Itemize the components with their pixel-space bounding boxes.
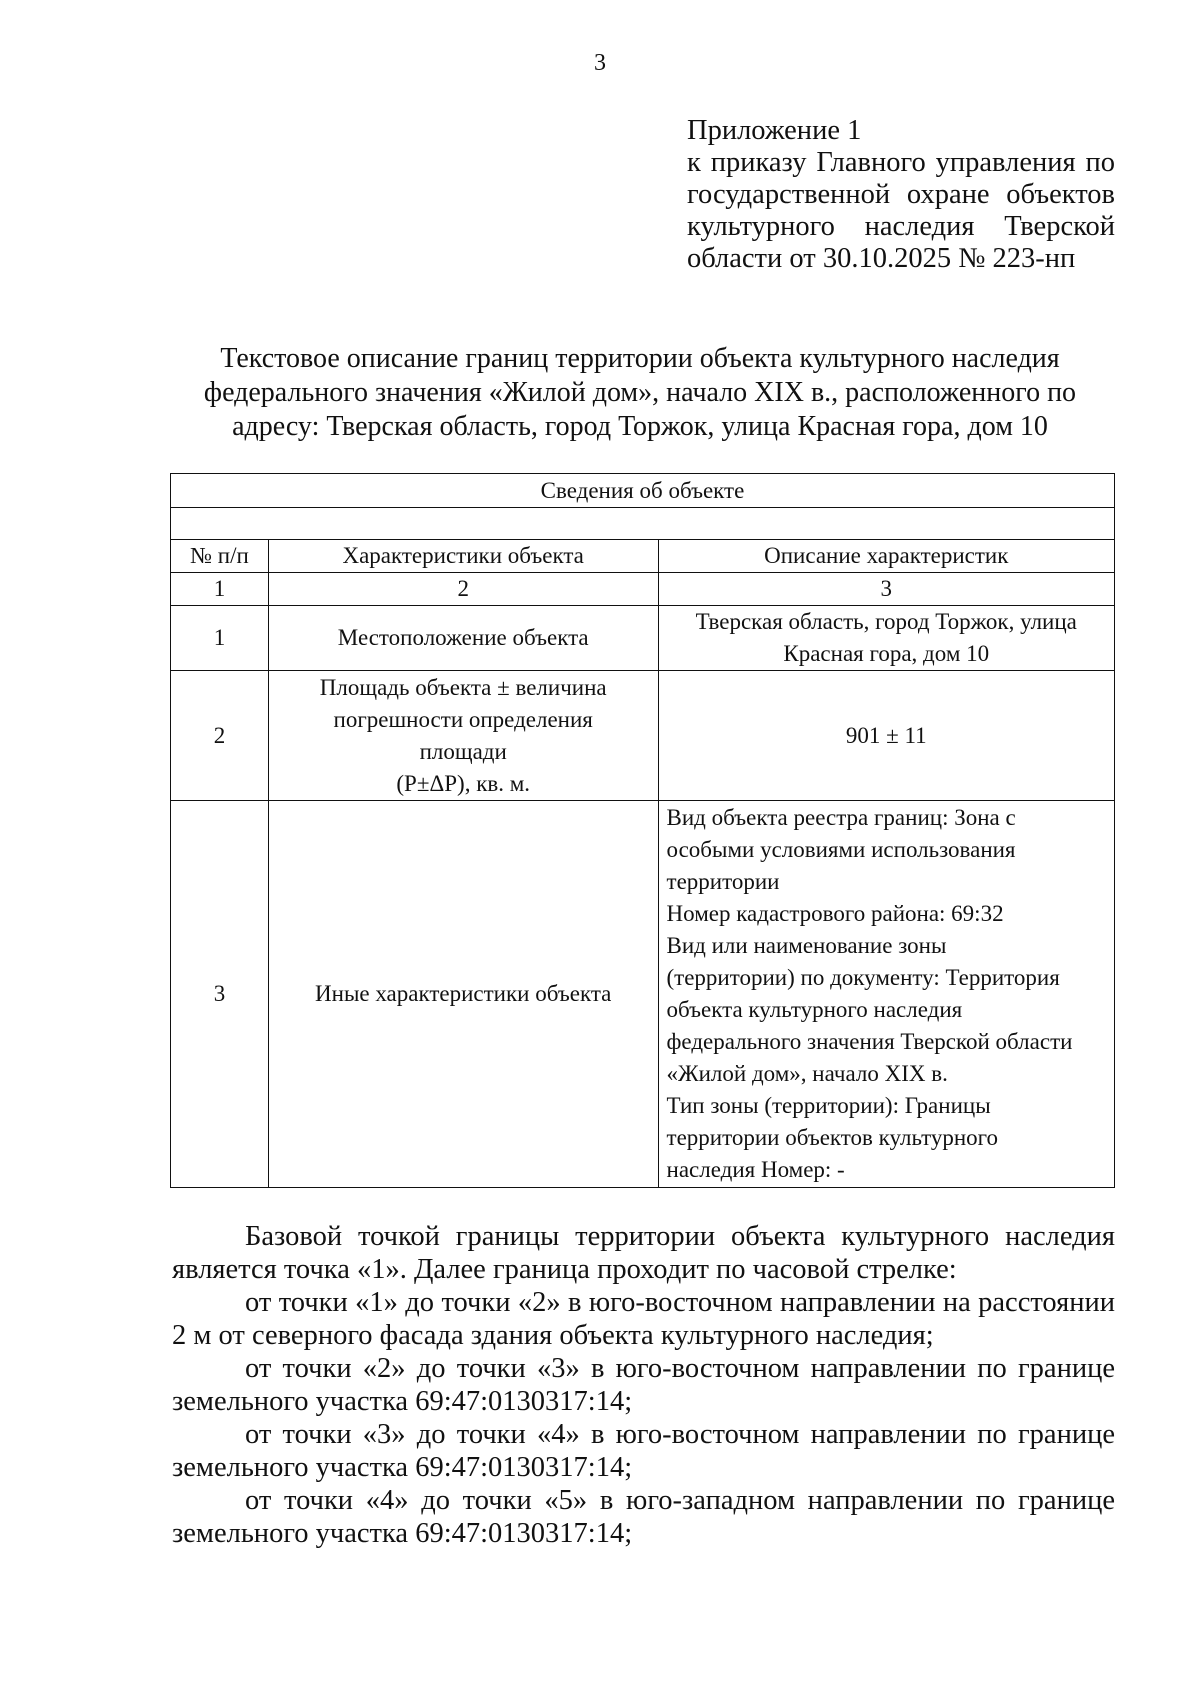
row-number: 2: [171, 671, 269, 801]
description-line: территории: [666, 869, 780, 894]
description-line: (территории) по документу: Территория: [666, 965, 1060, 990]
row-description: 901 ± 11: [658, 671, 1114, 801]
row-number: 3: [171, 801, 269, 1188]
row-characteristic: Местоположение объекта: [268, 606, 658, 671]
description-line: Вид объекта реестра границ: Зона с: [666, 805, 1016, 830]
numbering-cell: 3: [658, 573, 1114, 606]
characteristic-line: погрешности определения: [333, 706, 593, 732]
table-header-row: [171, 540, 1115, 573]
document-title-line: федерального значения «Жилой дом», начало XIX в., расположенного по: [203, 377, 1077, 408]
page-number: 3: [594, 50, 606, 76]
annex-title: Приложение 1: [687, 115, 862, 146]
table-empty-row: [171, 508, 1115, 540]
table-row: [171, 606, 1115, 671]
numbering-cell: 2: [268, 573, 658, 606]
row-number: 1: [171, 606, 269, 671]
characteristic-line: площади: [419, 738, 507, 764]
annex-header: [687, 115, 1115, 275]
characteristic-line: Площадь объекта ± величина: [319, 674, 607, 700]
header-cell-number: № п/п: [171, 540, 269, 573]
annex-line: области от 30.10.2025 № 223-нп: [687, 243, 1076, 274]
table-caption: Сведения об объекте: [171, 474, 1115, 508]
document-title-line: Текстовое описание границ территории объекта культурного наследия: [220, 343, 1060, 374]
row-characteristic: [268, 671, 658, 801]
header-cell-characteristic: Характеристики объекта: [268, 540, 658, 573]
body-paragraph: от точки «1» до точки «2» в юго-восточном направлении на расстоянии 2 м от северного фасада здания объекта культурного наследия;: [172, 1287, 1115, 1351]
table-row: [171, 671, 1115, 801]
description-line: Номер кадастрового района: 69:32: [666, 901, 1004, 926]
row-characteristic: Иные характеристики объекта: [268, 801, 658, 1188]
description-line: федерального значения Тверской области: [666, 1029, 1073, 1054]
description-line: наследия Номер: -: [666, 1157, 845, 1182]
table-row: [171, 801, 1115, 1188]
numbering-cell: 1: [171, 573, 269, 606]
row-description: [658, 801, 1114, 1188]
description-line: Вид или наименование зоны: [666, 933, 947, 958]
description-line: особыми условиями использования: [666, 837, 1016, 862]
annex-line: к приказу Главного управления по: [687, 147, 1115, 178]
header-cell-description: Описание характеристик: [658, 540, 1114, 573]
description-line: территории объектов культурного: [666, 1125, 999, 1150]
body-paragraph: от точки «4» до точки «5» в юго-западном направлении по границе земельного участка 69:47:0130317:14;: [172, 1485, 1115, 1549]
characteristic-line: (P±ΔP), кв. м.: [396, 770, 531, 796]
table-numbering-row: [171, 573, 1115, 606]
description-line: Тип зоны (территории): Границы: [666, 1093, 991, 1118]
body-paragraph: от точки «3» до точки «4» в юго-восточном направлении по границе земельного участка 69:47:0130317:14;: [172, 1419, 1115, 1483]
body-paragraph: от точки «2» до точки «3» в юго-восточном направлении по границе земельного участка 69:47:0130317:14;: [172, 1353, 1115, 1417]
description-line: объекта культурного наследия: [666, 997, 963, 1022]
document-title-line: адресу: Тверская область, город Торжок, улица Красная гора, дом 10: [232, 411, 1048, 442]
description-line: «Жилой дом», начало XIX в.: [666, 1061, 948, 1086]
row-description: Тверская область, город Торжок, улица Красная гора, дом 10: [658, 606, 1114, 671]
body-paragraph: Базовой точкой границы территории объекта культурного наследия является точка «1». Далее граница проходит по часовой стрелке:: [172, 1221, 1115, 1285]
object-info-table: [170, 473, 1115, 1188]
document-title: [160, 342, 1120, 444]
annex-line: государственной охране объектов: [687, 179, 1115, 210]
boundary-description: [172, 1220, 1115, 1550]
annex-line: культурного наследия Тверской: [687, 211, 1115, 242]
